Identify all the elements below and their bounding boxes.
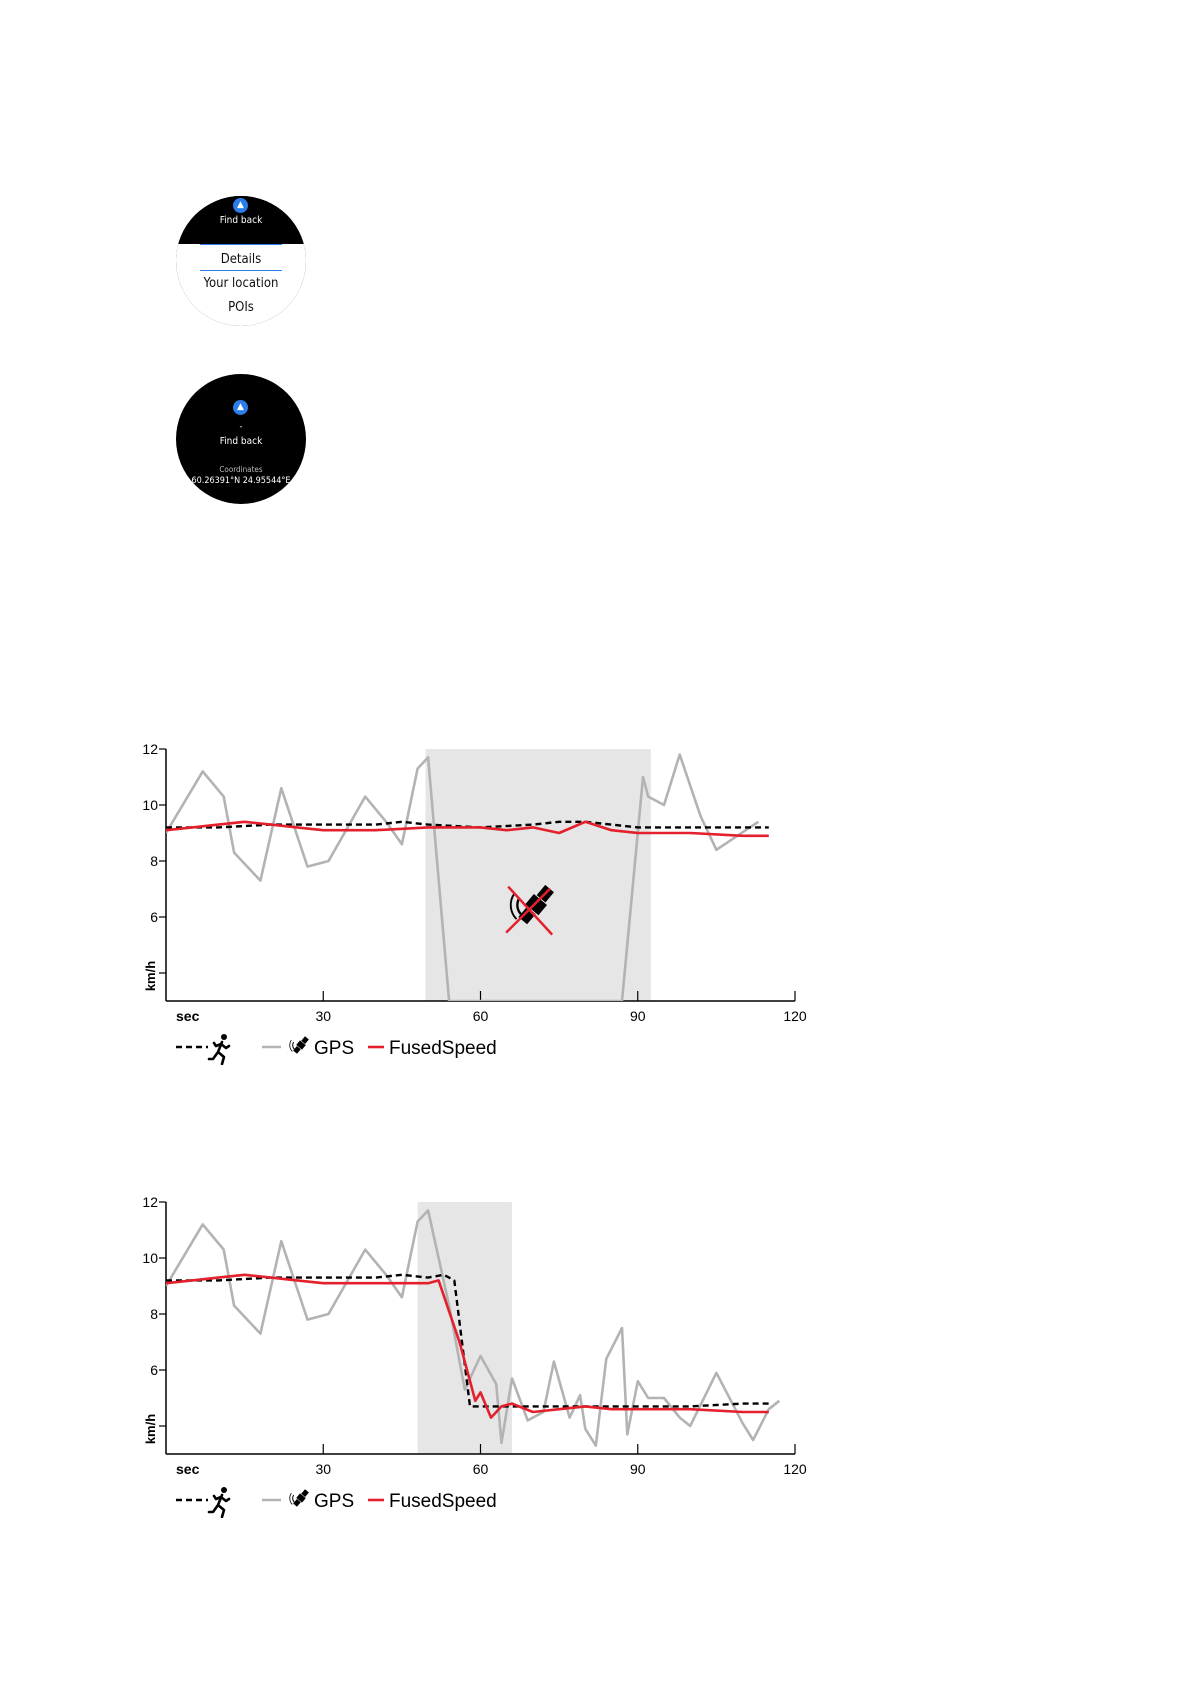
legend-gps-label: GPS <box>314 1491 355 1512</box>
satellite-icon <box>286 1484 310 1508</box>
legend-gps-label: GPS <box>314 1038 355 1059</box>
y-axis-label: km/h <box>143 1413 158 1445</box>
legend-fused-label: FusedSpeed <box>389 1491 497 1512</box>
x-tick-label: 120 <box>783 1461 807 1477</box>
x-axis-label: sec <box>176 1008 200 1024</box>
menu-item-pois[interactable]: POIs <box>228 300 254 315</box>
x-tick-label: 30 <box>315 1008 332 1024</box>
y-tick-label: 12 <box>142 741 158 757</box>
chart-gps-loss <box>0 735 1192 1065</box>
runner-head <box>221 1487 227 1493</box>
watch-title: Find back <box>219 436 263 447</box>
runner-body <box>209 1042 229 1064</box>
x-tick-label: 120 <box>783 1008 807 1024</box>
x-tick-label: 30 <box>315 1461 332 1477</box>
watch-menu <box>176 244 306 326</box>
x-tick-label: 60 <box>472 1461 489 1477</box>
navigation-icon: ▲ <box>233 400 248 415</box>
runner-icon <box>209 1487 229 1517</box>
x-tick-label: 90 <box>629 1008 646 1024</box>
navigation-icon: ▲ <box>233 198 248 213</box>
y-tick-label: 8 <box>150 1306 158 1322</box>
watch-screen-find-back-coordinates <box>176 374 306 504</box>
x-tick-label: 90 <box>629 1461 646 1477</box>
selection-line-top <box>200 244 282 245</box>
coordinates-value: 60.26391°N 24.95544°E <box>191 476 291 486</box>
y-tick-label: 10 <box>142 797 158 813</box>
watch-screen-find-back-menu <box>176 196 306 326</box>
runner-body <box>209 1495 229 1517</box>
satellite-icon <box>286 1031 310 1055</box>
selection-line-bottom <box>200 270 282 271</box>
x-axis-label: sec <box>176 1461 200 1477</box>
watch-dash: - <box>239 422 243 432</box>
menu-item-your-location[interactable]: Your location <box>203 276 279 291</box>
watch-header <box>176 196 306 244</box>
runner-head <box>221 1034 227 1040</box>
y-tick-label: 12 <box>142 1194 158 1210</box>
y-tick-label: 6 <box>150 1362 158 1378</box>
y-tick-label: 8 <box>150 853 158 869</box>
gps-gap-region <box>425 749 650 1001</box>
watch-title: Find back <box>219 215 263 226</box>
speed-chart-2 <box>0 1188 1192 1518</box>
coordinates-label: Coordinates <box>219 465 263 474</box>
y-tick-label: 6 <box>150 909 158 925</box>
speed-chart-1 <box>0 735 1192 1065</box>
legend-fused-label: FusedSpeed <box>389 1038 497 1059</box>
chart-speed-change <box>0 1188 1192 1518</box>
y-axis-label: km/h <box>143 960 158 992</box>
x-tick-label: 60 <box>472 1008 489 1024</box>
menu-item-details[interactable]: Details <box>220 252 262 267</box>
runner-icon <box>209 1034 229 1064</box>
y-tick-label: 10 <box>142 1250 158 1266</box>
